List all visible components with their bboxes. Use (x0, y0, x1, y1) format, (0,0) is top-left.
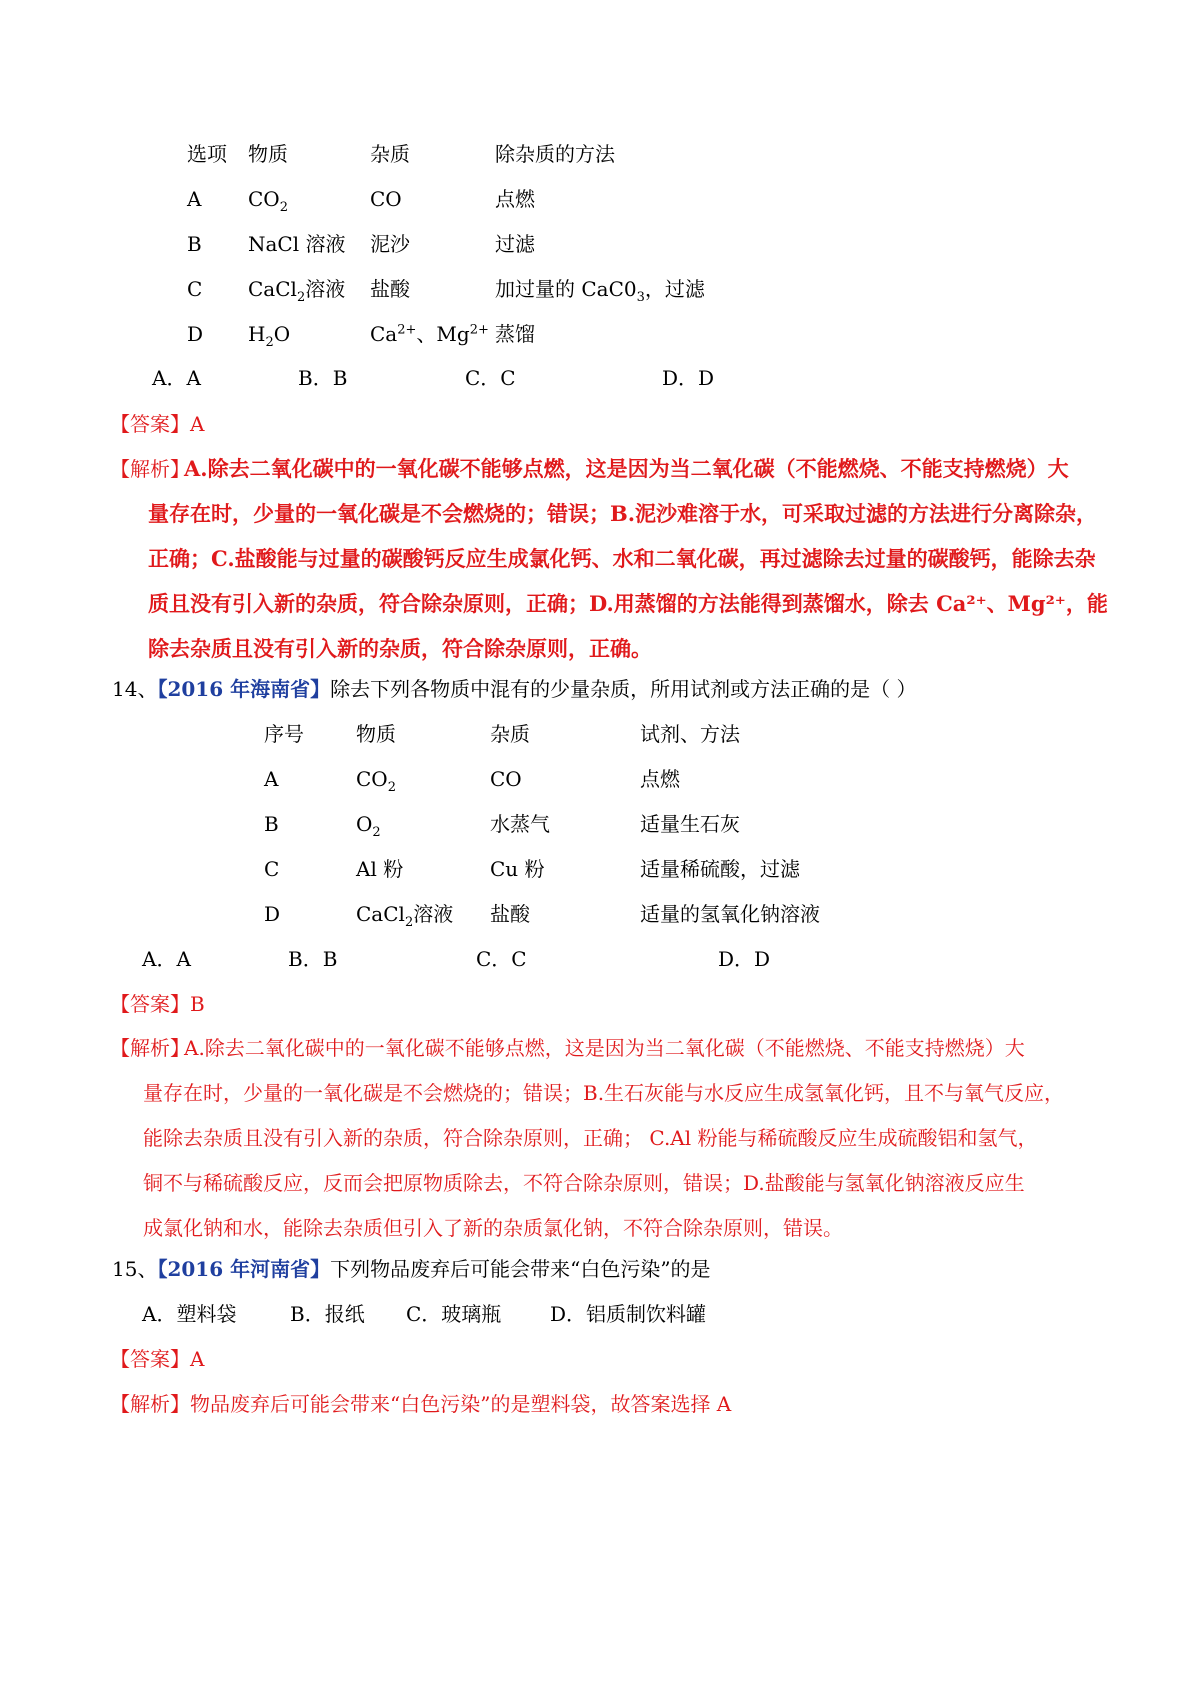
q14-row-c-substance: Al 粉 (356, 857, 404, 881)
q13-row-d-impurity: $Ca^{2+}$、$Mg^{2+}$ (370, 322, 489, 346)
q14-row-a-option: A (264, 767, 279, 791)
answer-value: A (190, 1347, 205, 1371)
q14-row-a-method: 点燃 (640, 767, 680, 791)
q13-row-c-method: 加过量的 $CaC0_3$，过滤 (495, 277, 705, 305)
q14-row-b-option: B (264, 812, 279, 836)
q14-answer (110, 990, 205, 1018)
q13-choice-a[interactable]: A．A (152, 366, 201, 390)
q14-header-number: 序号 (264, 722, 304, 746)
explanation-text: 物品废弃后可能会带来“白色污染”的是塑料袋，故答案选择 A (190, 1392, 732, 1416)
q13-answer (110, 410, 204, 438)
question-text: 下列物品废弃后可能会带来“白色污染”的是 (330, 1257, 711, 1281)
q13-row-a-method: 点燃 (495, 187, 535, 211)
q13-row-a-substance: $CO_2$ (248, 187, 288, 215)
q13-header-method: 除杂质的方法 (495, 142, 615, 166)
q14-header-method: 试剂、方法 (640, 722, 740, 746)
q14-row-d-impurity: 盐酸 (490, 902, 530, 926)
answer-value: B (190, 992, 205, 1016)
answer-label: 【答案】 (110, 1347, 190, 1371)
q14-row-a-substance: $CO_2$ (356, 767, 396, 795)
explanation-line: 量存在时，少量的一氧化碳是不会燃烧的；错误；B.生石灰能与水反应生成氢氧化钙，且不与氧气反应， (143, 1081, 1065, 1105)
q14-header-impurity: 杂质 (490, 722, 530, 746)
explanation-label: 【解析】 (110, 457, 190, 481)
question-text: 除去下列各物质中混有的少量杂质，所用试剂或方法正确的是（ ） (330, 677, 917, 701)
q13-choice-c[interactable]: C．C (465, 366, 516, 390)
explanation-line: 质且没有引入新的杂质，符合除杂原则，正确；D.用蒸馏的方法能得到蒸馏水，除去 Ca²⁺、Mg²⁺，能 (148, 591, 1108, 616)
explanation-line: 除去杂质且没有引入新的杂质，符合除杂原则，正确。 (148, 636, 652, 661)
q15-choice-c[interactable]: C．玻璃瓶 (406, 1302, 502, 1326)
q14-choice-c[interactable]: C．C (476, 947, 527, 971)
answer-value: A (190, 412, 205, 436)
explanation-line: 正确；C.盐酸能与过量的碳酸钙反应生成氯化钙、水和二氧化碳，再过滤除去过量的碳酸钙，能除去杂 (148, 546, 1096, 571)
q13-header-impurity: 杂质 (370, 142, 410, 166)
q13-row-a-option: A (187, 187, 202, 211)
q14-choice-a[interactable]: A．A (142, 947, 191, 971)
q14-row-c-method: 适量稀硫酸，过滤 (640, 857, 800, 881)
explanation-line: 能除去杂质且没有引入新的杂质，符合除杂原则，正确； C.Al 粉能与稀硫酸反应生成硫酸铝和氢气， (143, 1126, 1038, 1150)
explanation-label: 【解析】 (110, 1036, 190, 1060)
explanation-label: 【解析】 (110, 1392, 190, 1416)
q15-stem (112, 1255, 711, 1283)
q13-row-b-impurity: 泥沙 (370, 232, 410, 256)
q15-answer (110, 1345, 204, 1373)
q14-row-c-option: C (264, 857, 280, 881)
q13-row-b-substance: NaCl 溶液 (248, 232, 346, 256)
q15-choice-a[interactable]: A．塑料袋 (142, 1302, 237, 1326)
q14-choice-b[interactable]: B．B (288, 947, 338, 971)
q13-choice-d[interactable]: D．D (662, 366, 715, 390)
q14-row-b-method: 适量生石灰 (640, 812, 740, 836)
explanation-line: 铜不与稀硫酸反应，反而会把原物质除去，不符合除杂原则，错误；D.盐酸能与氢氧化钠溶液反应生 (143, 1171, 1025, 1195)
explanation-line: 成氯化钠和水，能除去杂质但引入了新的杂质氯化钠，不符合除杂原则，错误。 (143, 1216, 843, 1240)
q13-row-a-impurity: CO (370, 187, 402, 211)
q14-row-a-impurity: CO (490, 767, 522, 791)
q14-header-substance: 物质 (356, 722, 396, 746)
q13-row-d-method: 蒸馏 (495, 322, 535, 346)
explanation-line: A.除去二氧化碳中的一氧化碳不能够点燃，这是因为当二氧化碳（不能燃烧、不能支持燃烧）大 (184, 1036, 1025, 1060)
question-number: 15、 (112, 1257, 158, 1281)
explanation-line: 量存在时，少量的一氧化碳是不会燃烧的；错误；B.泥沙难溶于水，可采取过滤的方法进行分离除杂， (148, 501, 1098, 526)
question-source: 【2016 年海南省】 (157, 677, 331, 701)
q13-row-b-method: 过滤 (495, 232, 535, 256)
answer-label: 【答案】 (110, 412, 190, 436)
q14-row-d-substance: CaCl$_2$溶液 (356, 902, 454, 930)
q15-choice-b[interactable]: B．报纸 (290, 1302, 365, 1326)
q15-choice-d[interactable]: D．铝质制饮料罐 (550, 1302, 707, 1326)
q13-row-c-substance: CaCl$_2$溶液 (248, 277, 346, 305)
q13-row-b-option: B (187, 232, 202, 256)
q13-row-d-option: D (187, 322, 204, 346)
q13-header-option: 选项 (187, 142, 227, 166)
q15-explanation (110, 1390, 731, 1418)
q13-row-c-impurity: 盐酸 (370, 277, 410, 301)
question-source: 【2016 年河南省】 (157, 1257, 331, 1281)
q14-row-b-substance: $O_2$ (356, 812, 381, 840)
q14-row-c-impurity: Cu 粉 (490, 857, 545, 881)
explanation-line: A.除去二氧化碳中的一氧化碳不能够点燃，这是因为当二氧化碳（不能燃烧、不能支持燃烧）大 (184, 456, 1069, 481)
q14-row-d-option: D (264, 902, 281, 926)
q14-stem (112, 675, 916, 703)
q13-header-substance: 物质 (248, 142, 288, 166)
q14-row-d-method: 适量的氢氧化钠溶液 (640, 902, 820, 926)
q13-row-d-substance: $H_2O$ (248, 322, 291, 350)
question-number: 14、 (112, 677, 158, 701)
q14-row-b-impurity: 水蒸气 (490, 812, 550, 836)
q13-row-c-option: C (187, 277, 203, 301)
q14-choice-d[interactable]: D．D (718, 947, 771, 971)
q13-choice-b[interactable]: B．B (298, 366, 348, 390)
answer-label: 【答案】 (110, 992, 190, 1016)
